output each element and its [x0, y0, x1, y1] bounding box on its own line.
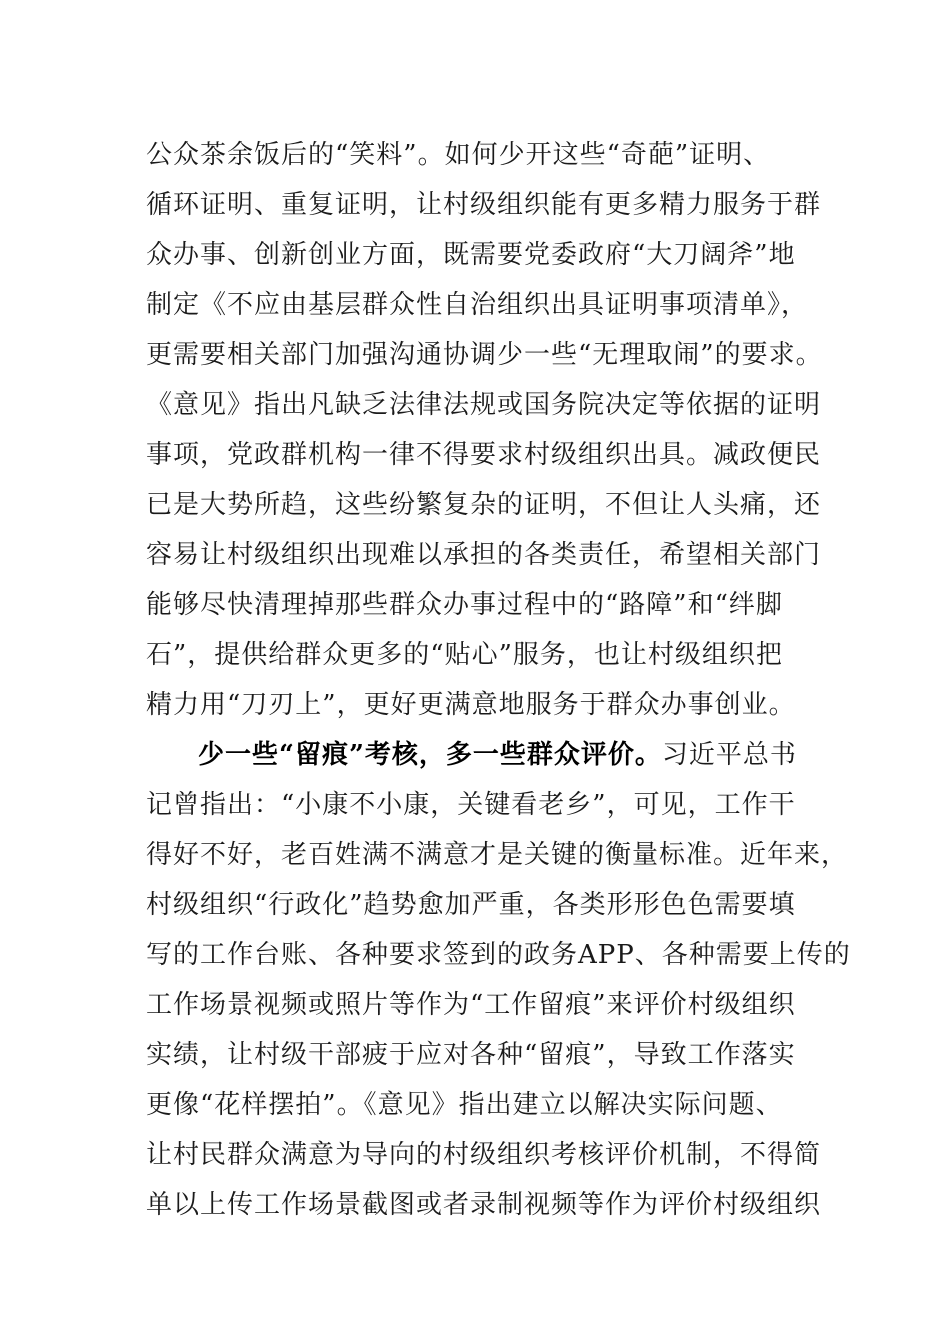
text-line: 写的工作台账、各种要求签到的政务APP、各种需要上传的 [146, 940, 851, 970]
text-line: 事项，党政群机构一律不得要求村级组织出具。减政便民 [146, 440, 822, 470]
text-line: 已是大势所趋，这些纷繁复杂的证明，不但让人头痛，还 [146, 490, 822, 520]
paragraph-2 [146, 730, 851, 1230]
paragraph-heading: 少一些“留痕”考核，多一些群众评价。 [198, 740, 662, 770]
body-text [146, 130, 851, 1230]
text-line: 工作场景视频或照片等作为“工作留痕”来评价村级组织 [146, 990, 796, 1020]
paragraph-first-line [146, 730, 826, 780]
text-line: 更像“花样摆拍”。《意见》指出建立以解决实际问题、 [146, 1090, 783, 1120]
text-line: 村级组织“行政化”趋势愈加严重，各类形形色色需要填 [146, 890, 796, 920]
text-line: 精力用“刀刃上”，更好更满意地服务于群众办事创业。 [146, 690, 796, 720]
text-line: 更需要相关部门加强沟通协调少一些“无理取闹”的要求。 [146, 340, 823, 370]
text-line: 石”，提供给群众更多的“贴心”服务，也让村级组织把 [146, 640, 783, 670]
text-line: 记曾指出：“小康不小康，关键看老乡”，可见，工作干 [146, 790, 796, 820]
paragraph-1 [146, 130, 826, 730]
text-line: 得好不好，老百姓满不满意才是关键的衡量标准。近年来， [146, 840, 849, 870]
text-run: 习近平总书 [661, 740, 797, 770]
text-line: 单以上传工作场景截图或者录制视频等作为评价村级组织 [146, 1190, 822, 1220]
text-line: 众办事、创新创业方面，既需要党委政府“大刀阔斧”地 [146, 240, 796, 270]
text-line: 公众茶余饭后的“笑料”。如何少开这些“奇葩”证明、 [146, 140, 771, 170]
text-line: 《意见》指出凡缺乏法律法规或国务院决定等依据的证明 [146, 390, 822, 420]
text-line: 让村民群众满意为导向的村级组织考核评价机制，不得简 [146, 1140, 822, 1170]
text-line: 容易让村级组织出现难以承担的各类责任，希望相关部门 [146, 540, 822, 570]
text-line: 能够尽快清理掉那些群众办事过程中的“路障”和“绊脚 [146, 590, 783, 620]
text-line: 制定《不应由基层群众性自治组织出具证明事项清单》， [146, 290, 809, 320]
text-line: 循环证明、重复证明，让村级组织能有更多精力服务于群 [146, 190, 822, 220]
text-line: 实绩，让村级干部疲于应对各种“留痕”，导致工作落实 [146, 1040, 796, 1070]
